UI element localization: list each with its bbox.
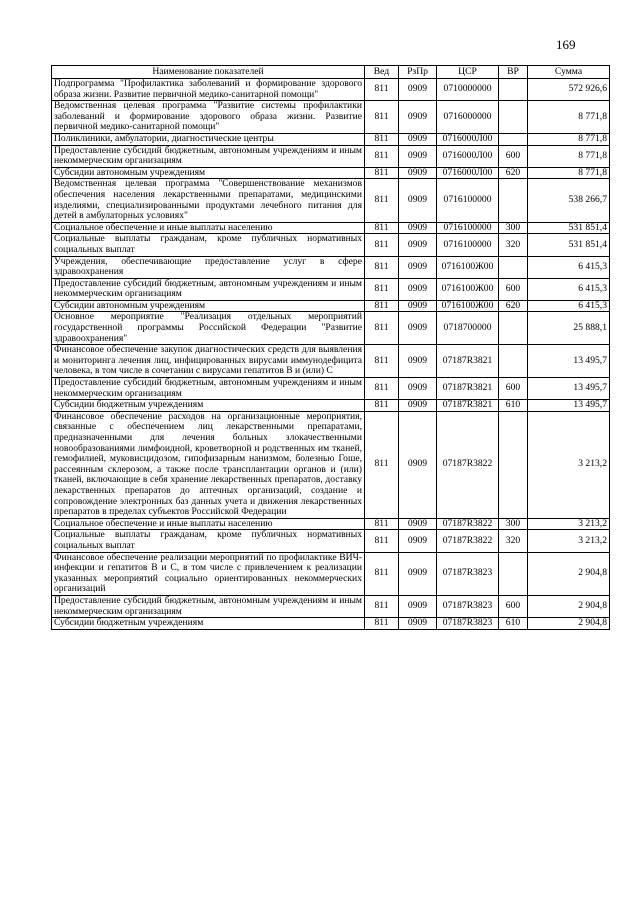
row-vr: 610 bbox=[499, 618, 528, 630]
row-sum: 13 495,7 bbox=[528, 400, 610, 412]
row-sum: 531 851,4 bbox=[528, 234, 610, 256]
row-vr: 600 bbox=[499, 378, 528, 400]
row-ved: 811 bbox=[365, 167, 399, 179]
row-sum: 2 904,8 bbox=[528, 552, 610, 595]
row-sum: 538 266,7 bbox=[528, 179, 610, 222]
row-name: Подпрограмма "Профилактика заболеваний и формирование здорового образа жизни. Развитие первичной медико-санитарной помощи" bbox=[52, 79, 365, 101]
row-ved: 811 bbox=[365, 411, 399, 518]
row-rzpr: 0909 bbox=[399, 79, 437, 101]
row-rzpr: 0909 bbox=[399, 345, 437, 378]
row-name: Социальные выплаты гражданам, кроме публичных нормативных социальных выплат bbox=[52, 530, 365, 552]
row-vr bbox=[499, 411, 528, 518]
row-csr: 0716000Л00 bbox=[437, 133, 499, 145]
table-row bbox=[52, 234, 610, 256]
table-row bbox=[52, 312, 610, 345]
row-csr: 0716100Ж00 bbox=[437, 256, 499, 278]
row-sum: 3 213,2 bbox=[528, 530, 610, 552]
row-name: Финансовое обеспечение закупок диагностических средств для выявления и мониторинга лечения лиц, инфицированных вирусами иммунодефицита человека, в том числе в сочетании с вирусами гепатитов В и (или) С bbox=[52, 345, 365, 378]
row-ved: 811 bbox=[365, 618, 399, 630]
row-rzpr: 0909 bbox=[399, 234, 437, 256]
row-vr: 320 bbox=[499, 530, 528, 552]
row-vr bbox=[499, 345, 528, 378]
row-csr: 0716000Л00 bbox=[437, 167, 499, 179]
row-csr: 0716100000 bbox=[437, 179, 499, 222]
row-name: Учреждения, обеспечивающие предоставление услуг в сфере здравоохранения bbox=[52, 256, 365, 278]
table-row bbox=[52, 530, 610, 552]
row-csr: 07187R3823 bbox=[437, 595, 499, 617]
row-ved: 811 bbox=[365, 79, 399, 101]
row-csr: 0716000Л00 bbox=[437, 145, 499, 167]
row-ved: 811 bbox=[365, 378, 399, 400]
row-name: Социальные выплаты гражданам, кроме публичных нормативных социальных выплат bbox=[52, 234, 365, 256]
row-rzpr: 0909 bbox=[399, 378, 437, 400]
row-csr: 0716000000 bbox=[437, 101, 499, 134]
table-header-row bbox=[52, 66, 610, 79]
row-rzpr: 0909 bbox=[399, 411, 437, 518]
row-sum: 8 771,8 bbox=[528, 145, 610, 167]
row-vr: 620 bbox=[499, 167, 528, 179]
row-rzpr: 0909 bbox=[399, 145, 437, 167]
row-vr: 600 bbox=[499, 145, 528, 167]
row-vr: 600 bbox=[499, 278, 528, 300]
row-sum: 3 213,2 bbox=[528, 411, 610, 518]
row-csr: 07187R3823 bbox=[437, 552, 499, 595]
row-name: Предоставление субсидий бюджетным, автономным учреждениям и иным некоммерческим организациям bbox=[52, 595, 365, 617]
table-row bbox=[52, 300, 610, 312]
row-rzpr: 0909 bbox=[399, 179, 437, 222]
row-vr bbox=[499, 133, 528, 145]
row-csr: 07187R3821 bbox=[437, 345, 499, 378]
row-csr: 07187R3822 bbox=[437, 411, 499, 518]
row-rzpr: 0909 bbox=[399, 222, 437, 234]
row-vr: 620 bbox=[499, 300, 528, 312]
table-row bbox=[52, 179, 610, 222]
row-csr: 07187R3822 bbox=[437, 530, 499, 552]
row-sum: 6 415,3 bbox=[528, 300, 610, 312]
row-csr: 07187R3821 bbox=[437, 400, 499, 412]
row-sum: 8 771,8 bbox=[528, 167, 610, 179]
row-ved: 811 bbox=[365, 400, 399, 412]
row-vr bbox=[499, 101, 528, 134]
header-csr: ЦСР bbox=[437, 66, 499, 79]
row-rzpr: 0909 bbox=[399, 530, 437, 552]
table-row bbox=[52, 378, 610, 400]
row-vr bbox=[499, 256, 528, 278]
row-vr bbox=[499, 79, 528, 101]
header-rzpr: РзПр bbox=[399, 66, 437, 79]
row-ved: 811 bbox=[365, 234, 399, 256]
table-row bbox=[52, 278, 610, 300]
row-ved: 811 bbox=[365, 312, 399, 345]
row-vr: 300 bbox=[499, 222, 528, 234]
row-csr: 0716100Ж00 bbox=[437, 278, 499, 300]
row-sum: 3 213,2 bbox=[528, 518, 610, 530]
table-row bbox=[52, 256, 610, 278]
table-row bbox=[52, 552, 610, 595]
row-name: Субсидии бюджетным учреждениям bbox=[52, 618, 365, 630]
row-vr bbox=[499, 312, 528, 345]
row-name: Предоставление субсидий бюджетным, автономным учреждениям и иным некоммерческим организациям bbox=[52, 145, 365, 167]
row-name: Финансовое обеспечение расходов на организационные мероприятия, связанные с обеспечением лиц лекарственными препаратами, предназначенными для лечения больных злокачественными новообразованиями лимфоидной, кроветворной и родственных им тканей, гемофилией, муковисцидозом, гипофизарным нанизмом, болезнью Гоше, рассеянным склерозом, а также после трансплантации органов и (или) тканей, включающие в себя хранение лекарственных препаратов, доставку лекарственных препаратов до аптечных организаций, создание и сопровождение электронных баз данных учета и движения лекарственных препаратов в пределах субъектов Российской Федерации bbox=[52, 411, 365, 518]
header-name: Наименование показателей bbox=[52, 66, 365, 79]
row-vr: 610 bbox=[499, 400, 528, 412]
header-vr: ВР bbox=[499, 66, 528, 79]
row-csr: 0716100000 bbox=[437, 234, 499, 256]
row-name: Основное мероприятие "Реализация отдельных мероприятий государственной программы Российской Федерации "Развитие здравоохранения" bbox=[52, 312, 365, 345]
row-csr: 0718700000 bbox=[437, 312, 499, 345]
row-ved: 811 bbox=[365, 345, 399, 378]
row-ved: 811 bbox=[365, 133, 399, 145]
row-vr: 320 bbox=[499, 234, 528, 256]
table-row bbox=[52, 400, 610, 412]
table-row bbox=[52, 518, 610, 530]
row-name: Поликлиники, амбулатории, диагностические центры bbox=[52, 133, 365, 145]
row-sum: 2 904,8 bbox=[528, 618, 610, 630]
row-csr: 0716100000 bbox=[437, 222, 499, 234]
row-rzpr: 0909 bbox=[399, 618, 437, 630]
row-rzpr: 0909 bbox=[399, 595, 437, 617]
row-sum: 6 415,3 bbox=[528, 256, 610, 278]
row-sum: 8 771,8 bbox=[528, 133, 610, 145]
table-row bbox=[52, 101, 610, 134]
row-rzpr: 0909 bbox=[399, 312, 437, 345]
row-vr: 600 bbox=[499, 595, 528, 617]
table-row bbox=[52, 618, 610, 630]
row-sum: 6 415,3 bbox=[528, 278, 610, 300]
row-rzpr: 0909 bbox=[399, 400, 437, 412]
row-csr: 0710000000 bbox=[437, 79, 499, 101]
row-sum: 13 495,7 bbox=[528, 345, 610, 378]
row-vr bbox=[499, 179, 528, 222]
row-rzpr: 0909 bbox=[399, 167, 437, 179]
table-row bbox=[52, 145, 610, 167]
row-name: Предоставление субсидий бюджетным, автономным учреждениям и иным некоммерческим организациям bbox=[52, 378, 365, 400]
row-name: Социальное обеспечение и иные выплаты населению bbox=[52, 222, 365, 234]
row-sum: 8 771,8 bbox=[528, 101, 610, 134]
row-name: Предоставление субсидий бюджетным, автономным учреждениям и иным некоммерческим организациям bbox=[52, 278, 365, 300]
row-ved: 811 bbox=[365, 145, 399, 167]
table-body bbox=[52, 79, 610, 630]
row-ved: 811 bbox=[365, 300, 399, 312]
table-row bbox=[52, 133, 610, 145]
row-sum: 25 888,1 bbox=[528, 312, 610, 345]
row-csr: 07187R3822 bbox=[437, 518, 499, 530]
row-csr: 0716100Ж00 bbox=[437, 300, 499, 312]
table-row bbox=[52, 595, 610, 617]
row-vr: 300 bbox=[499, 518, 528, 530]
page-number: 169 bbox=[556, 37, 576, 52]
row-rzpr: 0909 bbox=[399, 256, 437, 278]
budget-table bbox=[51, 65, 610, 630]
row-name: Социальное обеспечение и иные выплаты населению bbox=[52, 518, 365, 530]
row-vr bbox=[499, 552, 528, 595]
row-ved: 811 bbox=[365, 222, 399, 234]
row-sum: 13 495,7 bbox=[528, 378, 610, 400]
row-name: Субсидии автономным учреждениям bbox=[52, 300, 365, 312]
row-name: Ведомственная целевая программа "Развитие системы профилактики заболеваний и формирование здорового образа жизни. Развитие первичной медико-санитарной помощи" bbox=[52, 101, 365, 134]
row-ved: 811 bbox=[365, 278, 399, 300]
table-row bbox=[52, 222, 610, 234]
row-sum: 572 926,6 bbox=[528, 79, 610, 101]
row-name: Субсидии автономным учреждениям bbox=[52, 167, 365, 179]
row-rzpr: 0909 bbox=[399, 300, 437, 312]
row-ved: 811 bbox=[365, 101, 399, 134]
row-rzpr: 0909 bbox=[399, 518, 437, 530]
row-ved: 811 bbox=[365, 518, 399, 530]
row-rzpr: 0909 bbox=[399, 133, 437, 145]
row-sum: 531 851,4 bbox=[528, 222, 610, 234]
row-ved: 811 bbox=[365, 179, 399, 222]
table-row bbox=[52, 167, 610, 179]
row-name: Финансовое обеспечение реализации мероприятий по профилактике ВИЧ-инфекции и гепатитов В и С, в том числе с привлечением к реализации указанных мероприятий социально ориентированных некоммерческих организаций bbox=[52, 552, 365, 595]
row-sum: 2 904,8 bbox=[528, 595, 610, 617]
row-ved: 811 bbox=[365, 552, 399, 595]
row-name: Субсидии бюджетным учреждениям bbox=[52, 400, 365, 412]
table-row bbox=[52, 79, 610, 101]
table-row bbox=[52, 345, 610, 378]
row-csr: 07187R3821 bbox=[437, 378, 499, 400]
row-ved: 811 bbox=[365, 256, 399, 278]
row-ved: 811 bbox=[365, 595, 399, 617]
row-ved: 811 bbox=[365, 530, 399, 552]
row-rzpr: 0909 bbox=[399, 101, 437, 134]
row-rzpr: 0909 bbox=[399, 278, 437, 300]
table-row bbox=[52, 411, 610, 518]
header-sum: Сумма bbox=[528, 66, 610, 79]
row-rzpr: 0909 bbox=[399, 552, 437, 595]
header-ved: Вед bbox=[365, 66, 399, 79]
row-name: Ведомственная целевая программа "Совершенствование механизмов обеспечения населения лекарственными препаратами, медицинскими изделиями, специализированными продуктами лечебного питания для детей в амбулаторных условиях" bbox=[52, 179, 365, 222]
row-csr: 07187R3823 bbox=[437, 618, 499, 630]
